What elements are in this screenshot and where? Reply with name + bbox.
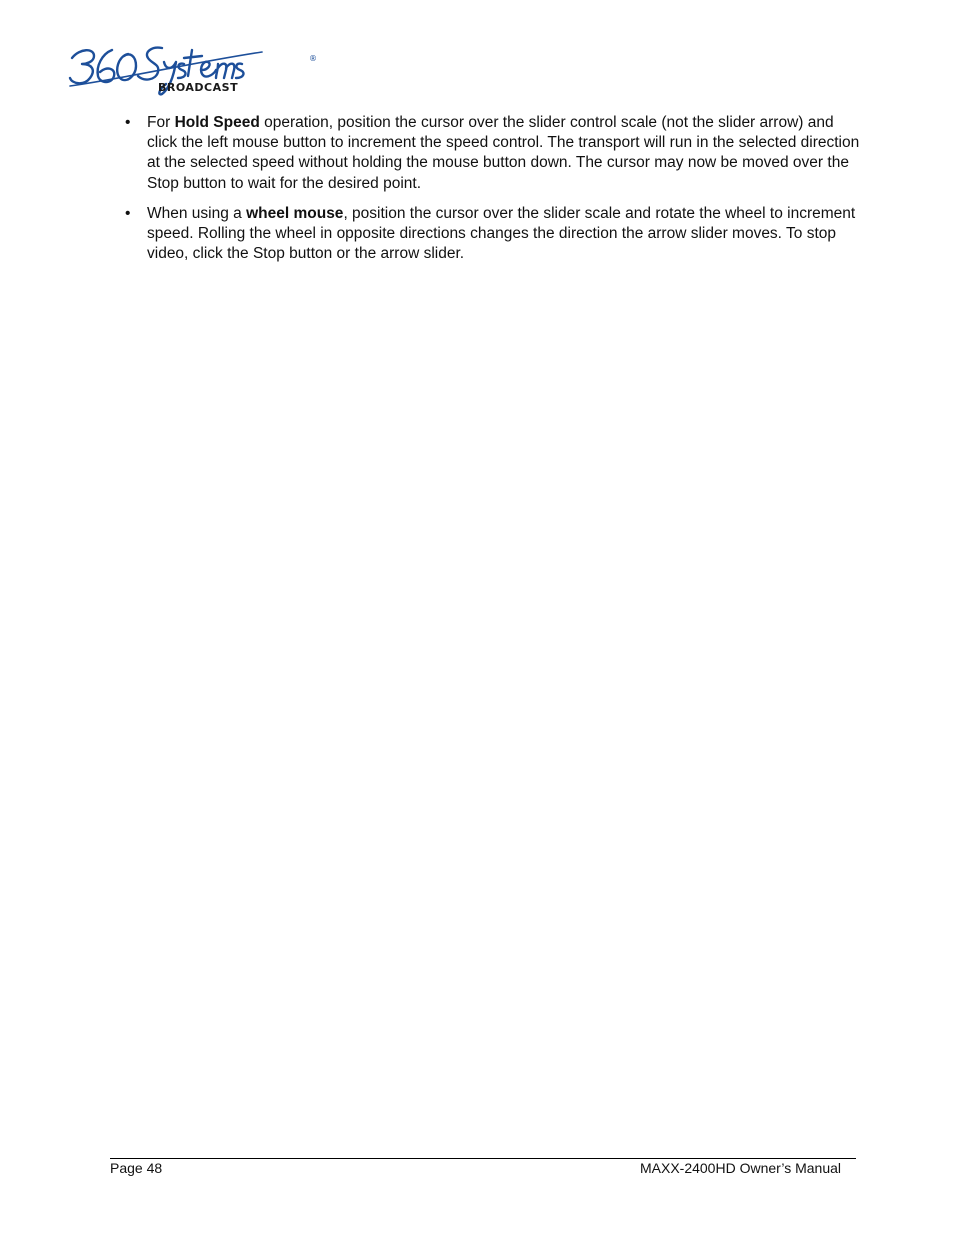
logo-subtitle: BROADCAST bbox=[158, 81, 239, 94]
bullet-prefix: For bbox=[147, 114, 175, 131]
bullet-prefix: When using a bbox=[147, 204, 247, 222]
manual-title: MAXX-2400HD Owner’s Manual bbox=[639, 1160, 841, 1176]
bullet-glyph: • bbox=[125, 204, 131, 222]
footer-divider bbox=[110, 1158, 856, 1159]
bullet-hold-speed bbox=[125, 113, 865, 194]
registered-mark: ® bbox=[309, 54, 317, 63]
bullet-term: Hold Speed bbox=[174, 114, 260, 131]
main-content bbox=[125, 113, 865, 274]
brand-logo bbox=[66, 40, 317, 102]
bullet-text: , position the cursor over the slider scale and rotate the wheel to increment speed. Rolling the wheel in opposite directions changes the direction the arrow slider moves. To stop video, click the Stop button or the arrow slider. bbox=[147, 204, 856, 263]
bullet-wheel-mouse bbox=[125, 204, 865, 265]
page-number: Page 48 bbox=[110, 1160, 163, 1176]
bullet-glyph: • bbox=[125, 114, 131, 131]
bullet-term: wheel mouse bbox=[246, 204, 344, 222]
bullet-text: operation, position the cursor over the slider control scale (not the slider arrow) and click the left mouse button to increment the speed control. The transport will run in the selected direction at the selected speed without holding the mouse button down. The cursor may now be moved over the Stop button to wait for the desired point. bbox=[147, 114, 860, 192]
